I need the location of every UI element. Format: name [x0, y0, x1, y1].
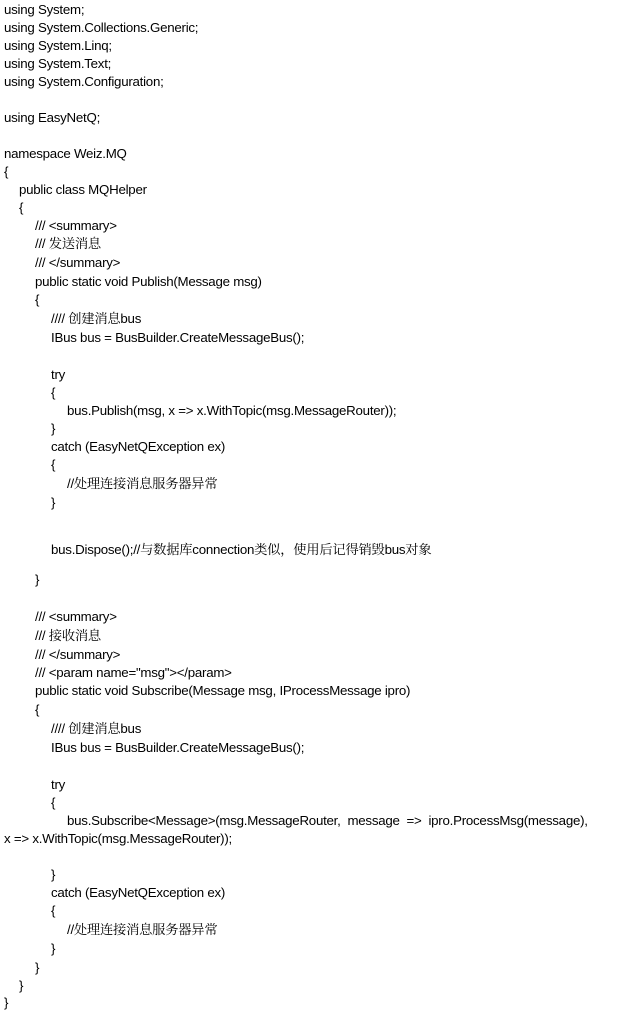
code-line: try — [51, 367, 66, 382]
code-line: IBus bus = BusBuilder.CreateMessageBus(); — [51, 330, 305, 345]
code-line: /// <summary> — [35, 609, 117, 624]
code-line: { — [51, 385, 56, 400]
code-line: /// </summary> — [35, 647, 121, 662]
code-line: { — [4, 164, 9, 179]
code-line: { — [51, 903, 56, 918]
code-line: try — [51, 777, 66, 792]
code-line: /// </summary> — [35, 255, 121, 270]
code-line: /// <param name="msg"></param> — [35, 665, 232, 680]
code-line: bus.Subscribe<Message>(msg.MessageRouter, message => ipro.ProcessMsg(message), — [67, 813, 588, 828]
code-line: { — [35, 702, 40, 717]
code-line: catch (EasyNetQException ex) — [51, 885, 226, 900]
code-line: //处理连接消息服务器异常 — [67, 476, 218, 491]
code-line: public static void Subscribe(Message msg, IProcessMessage ipro) — [35, 683, 411, 698]
code-line: { — [51, 457, 56, 472]
code-line: } — [19, 978, 24, 993]
code-line: using System.Linq; — [4, 38, 112, 53]
code-line: IBus bus = BusBuilder.CreateMessageBus(); — [51, 740, 305, 755]
code-line: catch (EasyNetQException ex) — [51, 439, 226, 454]
code-line: /// 接收消息 — [35, 628, 101, 643]
code-line: //处理连接消息服务器异常 — [67, 922, 218, 937]
code-line: } — [51, 421, 56, 436]
code-line: bus.Publish(msg, x => x.WithTopic(msg.MessageRouter)); — [67, 403, 397, 418]
code-line: //// 创建消息bus — [51, 721, 142, 736]
code-line: } — [35, 960, 40, 975]
code-line: } — [51, 941, 56, 956]
code-line: //// 创建消息bus — [51, 311, 142, 326]
code-line: public static void Publish(Message msg) — [35, 274, 262, 289]
code-line: bus.Dispose();//与数据库connection类似，使用后记得销毁bus对象 — [51, 542, 432, 557]
code-line: { — [19, 200, 24, 215]
code-line: } — [51, 495, 56, 510]
code-line: x => x.WithTopic(msg.MessageRouter)); — [4, 831, 232, 846]
code-line: using System.Configuration; — [4, 74, 164, 89]
code-line: using System.Text; — [4, 56, 112, 71]
code-line: namespace Weiz.MQ — [4, 146, 127, 161]
code-line: } — [35, 572, 40, 587]
code-line: using EasyNetQ; — [4, 110, 101, 125]
code-line: { — [51, 795, 56, 810]
code-line: /// 发送消息 — [35, 236, 101, 251]
code-line: public class MQHelper — [19, 182, 147, 197]
code-line: using System.Collections.Generic; — [4, 20, 199, 35]
code-line: { — [35, 292, 40, 307]
code-line: /// <summary> — [35, 218, 117, 233]
code-line: using System; — [4, 2, 85, 17]
code-line: } — [51, 867, 56, 882]
code-line: } — [4, 995, 9, 1010]
